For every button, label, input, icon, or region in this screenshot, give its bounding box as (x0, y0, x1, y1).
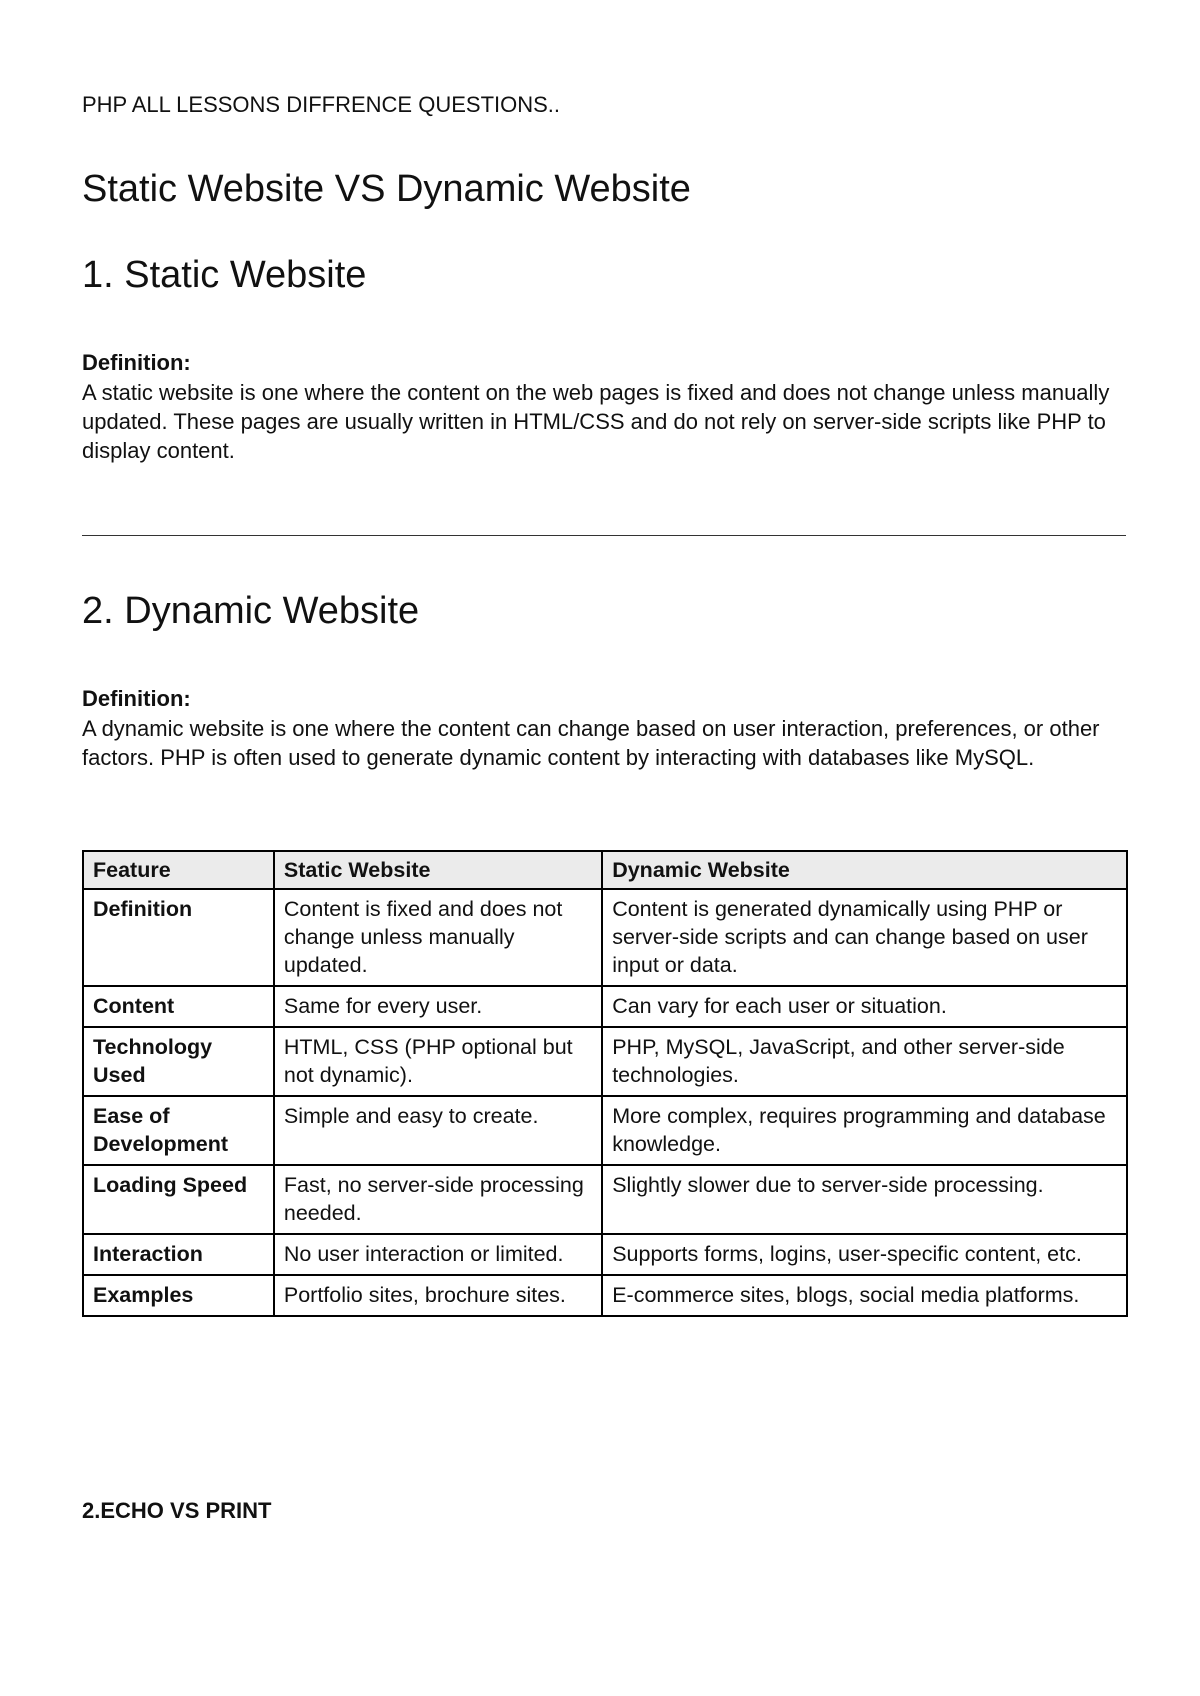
definition-label-static: Definition: (82, 350, 191, 375)
table-row (83, 1165, 1127, 1234)
table-header-cell: Dynamic Website (602, 851, 1127, 889)
table-row (83, 1096, 1127, 1165)
document-header: PHP ALL LESSONS DIFFRENCE QUESTIONS.. (82, 92, 561, 117)
definition-text-dynamic: A dynamic website is one where the content can change based on user interaction, preferences, or other factors. PHP is often used to generate dynamic content by interacting with databases like MySQL. (82, 716, 1100, 770)
next-topic-heading: 2.ECHO VS PRINT (82, 1498, 272, 1523)
page-title: Static Website VS Dynamic Website (82, 168, 691, 210)
table-cell-static: No user interaction or limited. (274, 1234, 602, 1275)
table-cell-static: Simple and easy to create. (274, 1096, 602, 1165)
table-header-cell: Feature (83, 851, 274, 889)
table-cell-static: Same for every user. (274, 986, 602, 1027)
table-cell-dynamic: More complex, requires programming and database knowledge. (602, 1096, 1127, 1165)
table-cell-static: Fast, no server-side processing needed. (274, 1165, 602, 1234)
table-cell-static: HTML, CSS (PHP optional but not dynamic). (274, 1027, 602, 1096)
section-heading-dynamic: 2. Dynamic Website (82, 590, 420, 632)
table-header-cell: Static Website (274, 851, 602, 889)
table-row (83, 1027, 1127, 1096)
section-divider (82, 535, 1126, 536)
table-cell-feature: Technology Used (83, 1027, 274, 1096)
table-cell-dynamic: E-commerce sites, blogs, social media platforms. (602, 1275, 1127, 1316)
table-row (83, 889, 1127, 986)
table-cell-dynamic: Content is generated dynamically using PHP or server-side scripts and can change based on user input or data. (602, 889, 1127, 986)
table-cell-dynamic: PHP, MySQL, JavaScript, and other server-side technologies. (602, 1027, 1127, 1096)
table-cell-feature: Interaction (83, 1234, 274, 1275)
table-cell-static: Portfolio sites, brochure sites. (274, 1275, 602, 1316)
table-cell-dynamic: Slightly slower due to server-side processing. (602, 1165, 1127, 1234)
table-row (83, 1275, 1127, 1316)
table-cell-feature: Definition (83, 889, 274, 986)
table-cell-dynamic: Supports forms, logins, user-specific content, etc. (602, 1234, 1127, 1275)
table-cell-static: Content is fixed and does not change unless manually updated. (274, 889, 602, 986)
table-cell-feature: Content (83, 986, 274, 1027)
table-cell-feature: Examples (83, 1275, 274, 1316)
definition-label-dynamic: Definition: (82, 686, 191, 711)
definition-text-static: A static website is one where the content on the web pages is fixed and does not change unless manually updated. These pages are usually written in HTML/CSS and do not rely on server-side scripts like PHP to display content. (82, 380, 1110, 463)
table-row (83, 1234, 1127, 1275)
table-cell-dynamic: Can vary for each user or situation. (602, 986, 1127, 1027)
section-heading-static: 1. Static Website (82, 254, 367, 296)
table-row (83, 986, 1127, 1027)
comparison-table (82, 850, 1128, 1317)
table-cell-feature: Ease of Development (83, 1096, 274, 1165)
table-cell-feature: Loading Speed (83, 1165, 274, 1234)
table-header-row (83, 851, 1127, 889)
